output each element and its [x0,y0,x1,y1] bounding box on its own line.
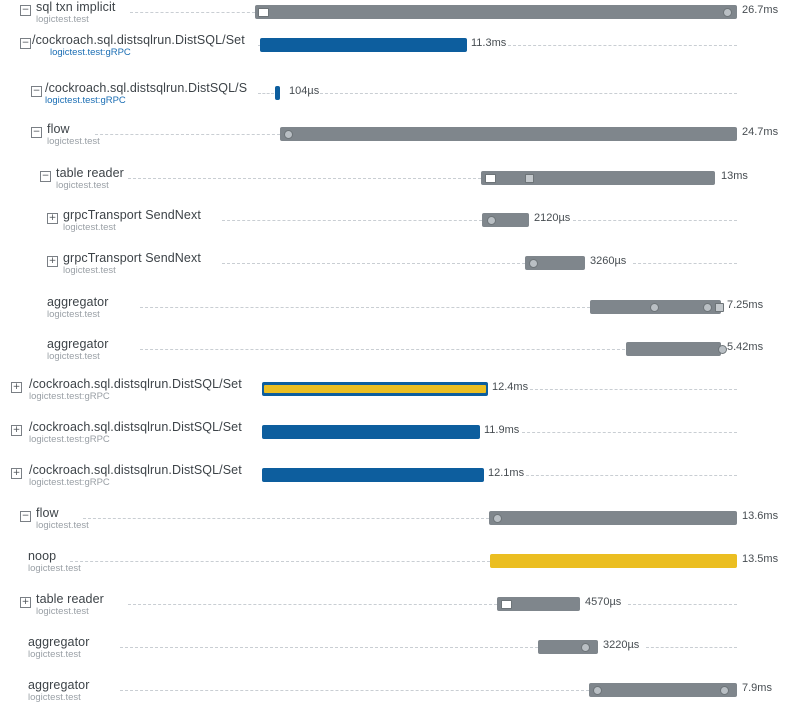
operation-name: grpcTransport SendNext [63,208,201,222]
span-duration: 7.25ms [727,299,764,311]
leader-line [628,604,737,605]
expand-toggle-icon[interactable]: + [48,213,57,223]
operation-name: /cockroach.sql.distsqlrun.DistSQL/Set [32,33,245,47]
leader-line [646,647,737,648]
span-marker [487,216,496,225]
span-bar[interactable] [260,38,467,52]
service-name: logictest.test [36,606,89,617]
operation-name: noop [28,549,57,563]
leader-line [526,475,737,476]
span-marker [723,8,732,17]
operation-name: table reader [56,166,124,180]
leader-line [222,263,525,264]
leader-line [128,604,497,605]
span-bar[interactable] [262,468,484,482]
span-duration: 13.6ms [742,510,779,522]
leader-line [70,561,490,562]
trace-row[interactable] [0,251,786,293]
span-bar[interactable] [255,5,737,19]
leader-line [522,432,737,433]
span-duration: 4570µs [585,596,622,608]
operation-name: grpcTransport SendNext [63,251,201,265]
expand-toggle-icon[interactable]: + [48,256,57,266]
leader-line [140,349,625,350]
operation-name: table reader [36,592,104,606]
span-duration: 13.5ms [742,553,779,565]
trace-row[interactable] [0,295,786,337]
operation-name: flow [47,122,70,136]
span-bar[interactable] [481,171,715,185]
span-duration: 13ms [721,170,748,182]
trace-row[interactable] [0,506,786,548]
span-marker [525,174,534,183]
service-name[interactable]: logictest.test:gRPC [45,95,126,106]
collapse-toggle-icon[interactable]: − [21,38,30,48]
leader-line [120,647,538,648]
leader-line [530,389,737,390]
span-marker [485,174,496,183]
service-name: logictest.test [28,563,81,574]
service-name[interactable]: logictest.test:gRPC [50,47,131,58]
span-bar[interactable] [262,425,480,439]
collapse-toggle-icon[interactable]: − [21,5,30,15]
service-name: logictest.test [47,309,100,320]
operation-name: /cockroach.sql.distsqlrun.DistSQL/Set [29,377,242,391]
trace-row[interactable] [0,81,786,123]
operation-name: aggregator [28,635,90,649]
expand-toggle-icon[interactable]: + [12,425,21,435]
collapse-toggle-icon[interactable]: − [32,86,41,96]
span-duration: 3220µs [603,639,640,651]
span-bar[interactable] [275,86,280,100]
trace-row[interactable] [0,592,786,634]
span-marker [718,345,727,354]
trace-row[interactable] [0,33,786,75]
span-bar[interactable] [262,382,488,396]
span-marker [650,303,659,312]
leader-line [633,263,737,264]
span-duration: 12.4ms [492,381,529,393]
service-name: logictest.test [56,180,109,191]
leader-line [320,93,737,94]
leader-line [508,45,737,46]
span-duration: 24.7ms [742,126,779,138]
span-marker [493,514,502,523]
span-duration: 3260µs [590,255,627,267]
service-name[interactable]: logictest.test:gRPC [29,434,110,445]
service-name: logictest.test [63,265,116,276]
trace-row[interactable] [0,377,786,419]
service-name: logictest.test [36,14,89,25]
span-bar[interactable] [489,511,737,525]
trace-row[interactable] [0,166,786,208]
collapse-toggle-icon[interactable]: − [41,171,50,181]
operation-name: flow [36,506,59,520]
expand-toggle-icon[interactable]: + [21,597,30,607]
span-marker [703,303,712,312]
operation-name: aggregator [47,295,109,309]
leader-line [95,134,280,135]
span-marker [501,600,512,609]
span-marker [593,686,602,695]
service-name: logictest.test [47,351,100,362]
span-marker [529,259,538,268]
service-name[interactable]: logictest.test:gRPC [29,477,110,488]
span-marker [581,643,590,652]
span-duration: 12.1ms [488,467,525,479]
service-name: logictest.test [28,649,81,660]
span-marker [258,8,269,17]
span-bar[interactable] [490,554,737,568]
trace-row[interactable] [0,549,786,591]
trace-row[interactable] [0,337,786,379]
leader-line [573,220,737,221]
span-marker [720,686,729,695]
span-bar[interactable] [626,342,721,356]
collapse-toggle-icon[interactable]: − [21,511,30,521]
operation-name: /cockroach.sql.distsqlrun.DistSQL/Set [29,420,242,434]
span-marker [715,303,724,312]
service-name[interactable]: logictest.test:gRPC [29,391,110,402]
service-name: logictest.test [47,136,100,147]
collapse-toggle-icon[interactable]: − [32,127,41,137]
operation-name: /cockroach.sql.distsqlrun.DistSQL/Set [29,463,242,477]
trace-row[interactable] [0,122,786,164]
operation-name: sql txn implicit [36,0,116,14]
service-name: logictest.test [36,520,89,531]
leader-line [140,307,590,308]
leader-line [83,518,489,519]
span-duration: 11.3ms [471,37,507,49]
operation-name: aggregator [47,337,109,351]
trace-row[interactable] [0,420,786,462]
span-bar[interactable] [280,127,737,141]
trace-row[interactable] [0,463,786,505]
span-bar[interactable] [589,683,737,697]
span-duration: 26.7ms [742,4,779,16]
span-duration: 11.9ms [484,424,520,436]
expand-toggle-icon[interactable]: + [12,468,21,478]
operation-name: /cockroach.sql.distsqlrun.DistSQL/S [45,81,248,95]
service-name: logictest.test [28,692,81,703]
trace-row[interactable] [0,635,786,677]
span-duration: 2120µs [534,212,571,224]
expand-toggle-icon[interactable]: + [12,382,21,392]
leader-line [130,12,255,13]
service-name: logictest.test [63,222,116,233]
span-duration: 7.9ms [742,682,772,694]
trace-row[interactable] [0,208,786,250]
operation-name: aggregator [28,678,90,692]
leader-line [222,220,482,221]
span-marker [284,130,293,139]
span-duration: 104µs [289,85,320,97]
leader-line [120,690,589,691]
span-duration: 5.42ms [727,341,764,353]
leader-line [258,93,274,94]
leader-line [128,178,481,179]
